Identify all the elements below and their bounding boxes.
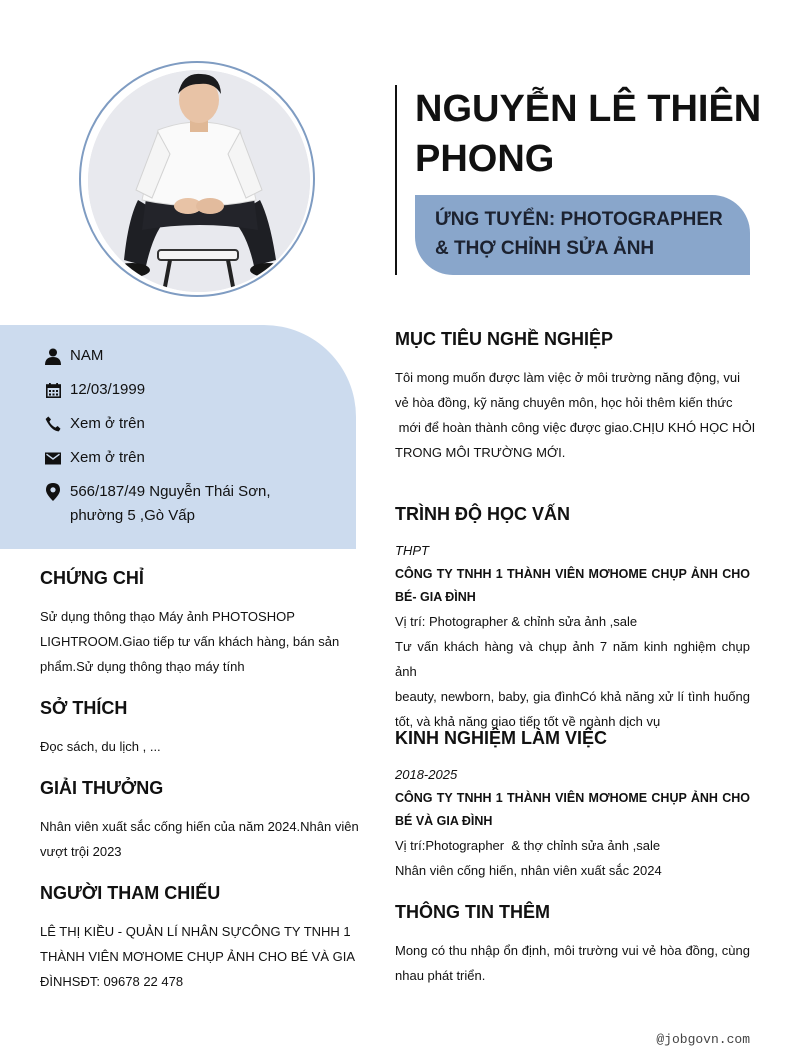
org-line: BÉ- GIA ĐÌNH: [395, 590, 476, 604]
text-line: beauty, newborn, baby, gia đìnhCó khả năng xử lí tình huống: [395, 689, 750, 704]
birthday-row: [44, 378, 145, 402]
org-line: BÉ VÀ GIA ĐÌNH: [395, 814, 493, 828]
person-icon: [44, 344, 62, 368]
email-value: Xem ở trên: [70, 449, 145, 466]
text-line: Tư vấn khách hàng và chụp ảnh 7 năm kinh nghiệm chụp ảnh: [395, 639, 750, 679]
text-line: Mong có thu nhập ổn định, môi trường vui vẻ hòa đồng, cùng: [395, 943, 750, 958]
references-text: [40, 919, 355, 994]
text-line: phẩm.Sử dụng thông thạo máy tính: [40, 659, 245, 674]
experience-org: [395, 787, 750, 833]
name-accent-bar: [395, 85, 397, 275]
gender-value: NAM: [70, 347, 104, 364]
awards-heading: GIẢI THƯỞNG: [40, 778, 164, 798]
phone-icon: [44, 412, 62, 436]
role-banner: [415, 195, 750, 275]
education-entry: [395, 541, 750, 734]
objective-heading: MỤC TIÊU NGHỀ NGHIỆP: [395, 329, 614, 349]
education-org: [395, 563, 750, 609]
text-line: vượt trội 2023: [40, 844, 122, 859]
address-line: phường 5 ,Gò Vấp: [70, 507, 195, 524]
address-row: [44, 480, 271, 528]
org-line: CÔNG TY TNHH 1 THÀNH VIÊN MƠHOME CHỤP ẢNH CHO: [395, 791, 750, 805]
address-line: 566/187/49 Nguyễn Thái Sơn,: [70, 483, 271, 500]
text-line: mới để hoàn thành công việc được giao.CHỊU KHÓ HỌC HỎI: [395, 420, 756, 435]
location-pin-icon: [44, 480, 62, 504]
text-line: ĐÌNHSĐT: 09678 22 478: [40, 974, 184, 989]
education-level: THPT: [395, 543, 429, 558]
certificates-heading: CHỨNG CHỈ: [40, 568, 144, 588]
text-line: LIGHTROOM.Giao tiếp tư vấn khách hàng, bán sản: [40, 634, 340, 649]
extra-info-heading: THÔNG TIN THÊM: [395, 902, 550, 922]
experience-position: Vị trí:Photographer & thợ chỉnh sửa ảnh ,sale: [395, 838, 661, 853]
hobbies-text: [40, 734, 161, 759]
text-line: tốt, và khả năng giao tiếp tốt về ngành dịch vụ: [395, 714, 661, 729]
education-position: Vị trí: Photographer & chỉnh sửa ảnh ,sale: [395, 614, 638, 629]
mail-icon: [44, 446, 62, 470]
email-row: [44, 446, 145, 470]
calendar-icon: [44, 378, 62, 402]
org-line: CÔNG TY TNHH 1 THÀNH VIÊN MƠHOME CHỤP ẢNH CHO: [395, 567, 750, 581]
birthday-value: 12/03/1999: [70, 381, 146, 398]
objective-text: [395, 365, 755, 465]
experience-desc: Nhân viên cống hiến, nhân viên xuất sắc 2024: [395, 863, 662, 878]
text-line: Nhân viên xuất sắc cống hiến của năm 2024.Nhân viên: [40, 819, 359, 834]
name-line: PHONG: [415, 138, 555, 180]
gender-row: [44, 344, 103, 368]
references-heading: NGƯỜI THAM CHIẾU: [40, 883, 221, 903]
role-line: & THỢ CHỈNH SỬA ẢNH: [435, 238, 655, 259]
text-line: THÀNH VIÊN MƠHOME CHỤP ẢNH CHO BÉ VÀ GIA: [40, 949, 356, 964]
address-value: [70, 480, 271, 528]
text-line: LÊ THỊ KIỀU - QUẢN LÍ NHÂN SỰCÔNG TY TNHH 1: [40, 924, 351, 939]
candidate-name: [415, 84, 775, 184]
extra-info-text: [395, 938, 750, 988]
person-photo-icon: [88, 70, 310, 292]
watermark: @jobgovn.com: [656, 1032, 750, 1047]
phone-value: Xem ở trên: [70, 415, 145, 432]
experience-heading: KINH NGHIỆM LÀM VIỆC: [395, 728, 608, 748]
phone-row: [44, 412, 145, 436]
experience-period: 2018-2025: [395, 767, 458, 782]
text-line: TRONG MÔI TRƯỜNG MỚI.: [395, 445, 566, 460]
text-line: vẻ hòa đồng, kỹ năng chuyên môn, học hỏi thêm kiến thức: [395, 395, 733, 410]
text-line: Tôi mong muốn được làm việc ở môi trường năng động, vui: [395, 370, 741, 385]
certificates-text: [40, 604, 339, 679]
name-line: NGUYỄN LÊ THIÊN: [415, 88, 762, 130]
awards-text: [40, 814, 359, 864]
hobbies-heading: SỞ THÍCH: [40, 698, 128, 718]
avatar: [88, 70, 310, 292]
experience-entry: [395, 765, 750, 883]
text-line: Sử dụng thông thạo Máy ảnh PHOTOSHOP: [40, 609, 295, 624]
personal-info-panel: [0, 325, 356, 549]
text-line: nhau phát triển.: [395, 968, 486, 983]
education-desc: [395, 634, 750, 734]
education-heading: TRÌNH ĐỘ HỌC VẤN: [395, 504, 570, 524]
role-line: ỨNG TUYỂN: PHOTOGRAPHER: [435, 209, 723, 230]
text-line: Đọc sách, du lịch , ...: [40, 739, 161, 754]
